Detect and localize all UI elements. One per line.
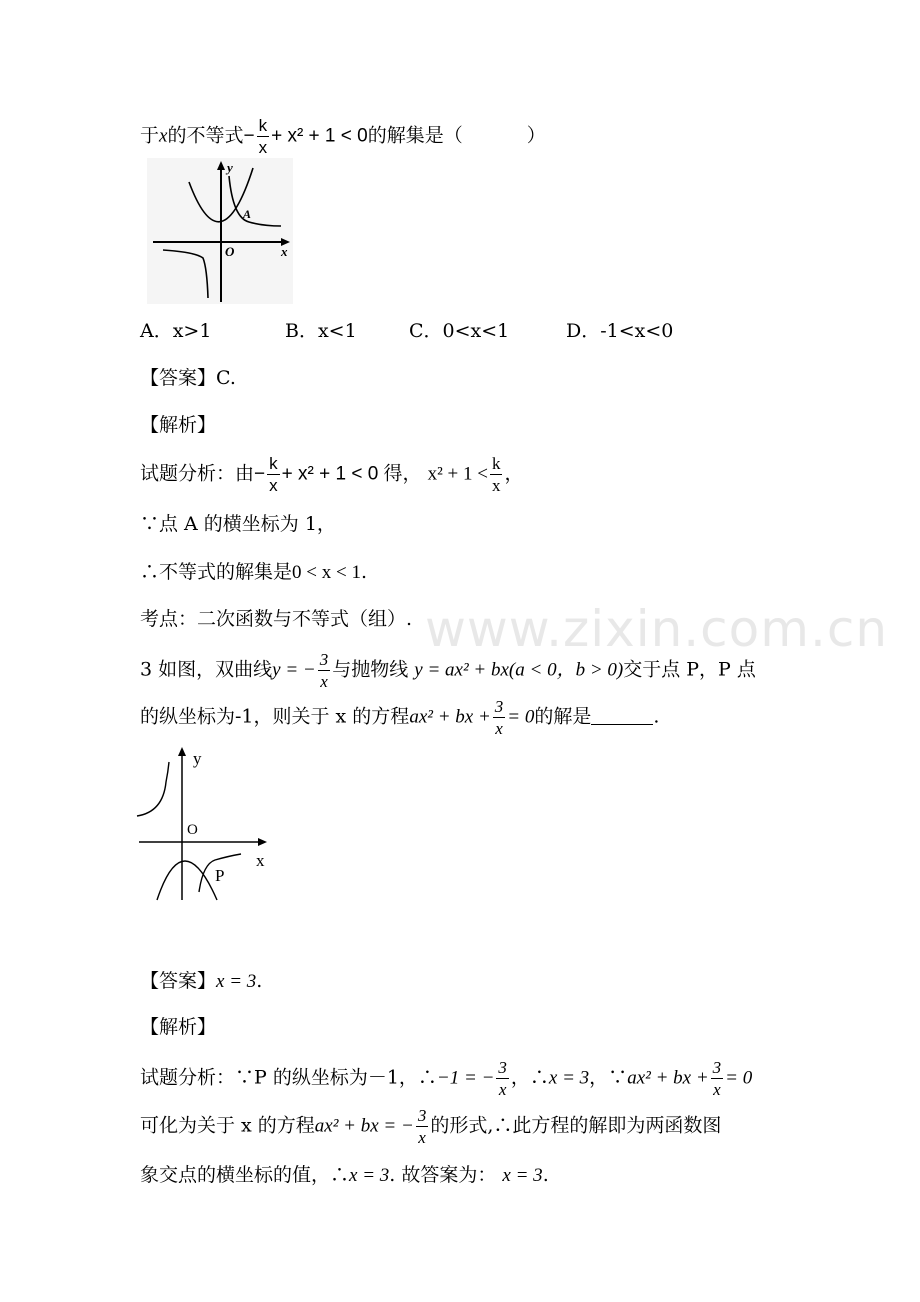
q3-analysis-label: 【解析】 — [140, 1016, 217, 1038]
q2-analysis-3: ∴不等式的解集是0 < x < 1. — [140, 561, 367, 583]
graph-label-x: x — [281, 244, 288, 259]
graph-label-a: A — [243, 207, 252, 221]
q2-answer: 【答案】C. — [140, 367, 236, 389]
q2-kaodian: 考点：二次函数与不等式（组）. — [140, 608, 413, 630]
q3-analysis-3: 象交点的横坐标的值，∴x = 3. 故答案为： x = 3. — [140, 1164, 549, 1186]
q3-graph — [135, 742, 280, 907]
parabola-curve — [157, 861, 217, 900]
option-d[interactable]: D．-1<x<0 — [566, 320, 674, 342]
q3-analysis-1: 试题分析：∵P 的纵坐标为－1，∴−1 = − $\frac{3}{x}$ ，∴x = 3，∵ax² + bx + $\frac{3}{x}$ = 0 — [140, 1058, 753, 1099]
q3-analysis-2: 可化为关于 x 的方程ax² + bx = − $\frac{3}{x}$ 的形式,∴此方程的解即为两函数图 — [140, 1106, 722, 1147]
graph-label-y: y — [193, 749, 202, 768]
graph-label-p: P — [215, 866, 225, 885]
y-arrow — [178, 747, 186, 756]
hyperbola-branch — [137, 762, 169, 816]
q3-stem-line1: 3 如图，双曲线y = − $\frac{3}{x}$ 与抛物线 y = ax² + bx(a < 0，b > 0)交于点 P，P 点 — [140, 650, 756, 691]
option-a[interactable]: A．x>1 — [140, 320, 212, 342]
answer-blank[interactable] — [591, 704, 653, 725]
graph-label-o: O — [187, 822, 198, 838]
q2-graph — [145, 158, 295, 306]
q2-options — [140, 316, 673, 346]
q2-analysis-1: 试题分析：由− $\frac{k}{x}$ + x² + 1 < 0 得， x² + 1 < $\frac{k}{x}$ ， — [140, 454, 524, 495]
q2-analysis-2: ∵点 A 的横坐标为 1， — [140, 513, 336, 535]
graph-label-o: O — [225, 244, 235, 259]
x-arrow — [258, 838, 267, 846]
q3-stem-line2: 的纵坐标为-1，则关于 x 的方程ax² + bx + $\frac{3}{x}$ = 0的解是 . — [140, 697, 660, 738]
q3-answer: 【答案】x = 3. — [140, 970, 263, 992]
option-b[interactable]: B．x<1 — [285, 320, 357, 342]
watermark: www.zixin.com.cn — [425, 600, 889, 658]
q2-stem: 于x的不等式− $\frac{k}{x}$ + x² + 1 < 0的解集是（ ） — [140, 116, 546, 157]
option-c[interactable]: C．0<x<1 — [409, 320, 510, 342]
graph-label-x: x — [256, 851, 265, 870]
q2-analysis-label: 【解析】 — [140, 414, 217, 436]
graph-label-y: y — [227, 160, 233, 175]
